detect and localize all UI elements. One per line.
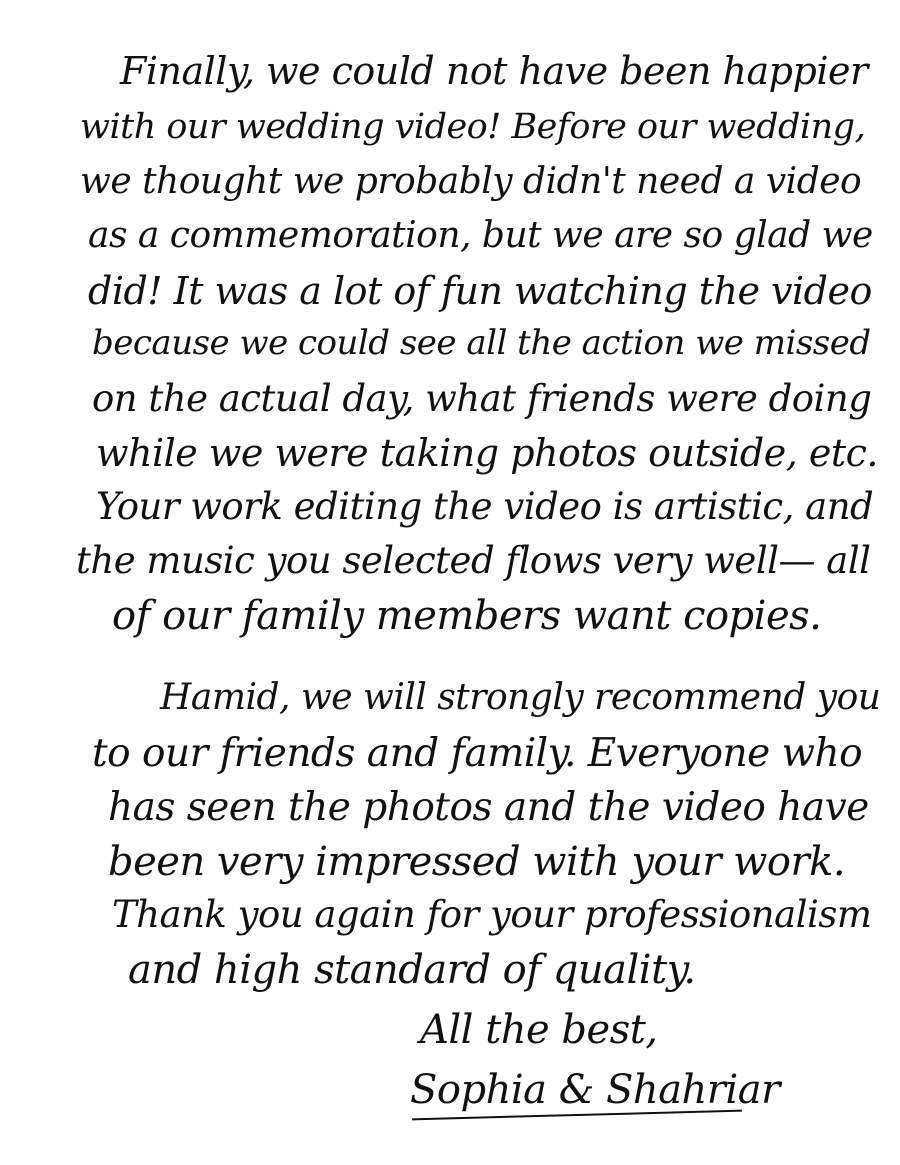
letter-line: of our family members want copies. bbox=[112, 593, 822, 639]
letter-line: we thought we probably didn't need a video bbox=[80, 161, 862, 202]
letter-line: Thank you again for your professionalism bbox=[112, 893, 872, 936]
letter-line: Hamid, we will strongly recommend you bbox=[160, 677, 881, 718]
letter-line: to our friends and family. Everyone who bbox=[92, 731, 863, 776]
letter-line: on the actual day, what friends were doing bbox=[92, 377, 872, 420]
letter-signature: Sophia & Shahriar bbox=[410, 1067, 780, 1113]
letter-line: as a commemoration, but we are so glad we bbox=[88, 215, 873, 256]
letter-line: and high standard of quality. bbox=[128, 947, 696, 993]
letter-line: has seen the photos and the video have bbox=[108, 785, 869, 830]
letter-line: Finally, we could not have been happier bbox=[120, 49, 868, 93]
letter-line: been very impressed with your work. bbox=[108, 839, 846, 885]
letter-line: the music you selected flows very well— all bbox=[76, 539, 871, 582]
letter-line: while we were taking photos outside, etc. bbox=[96, 431, 878, 475]
letter-closing: All the best, bbox=[420, 1007, 658, 1053]
letter-line: with our wedding video! Before our wedding, bbox=[80, 107, 866, 147]
letter-line: because we could see all the action we missed bbox=[92, 323, 871, 363]
letter-line: did! It was a lot of fun watching the video bbox=[88, 269, 872, 313]
letter-line: Your work editing the video is artistic, and bbox=[96, 485, 874, 528]
